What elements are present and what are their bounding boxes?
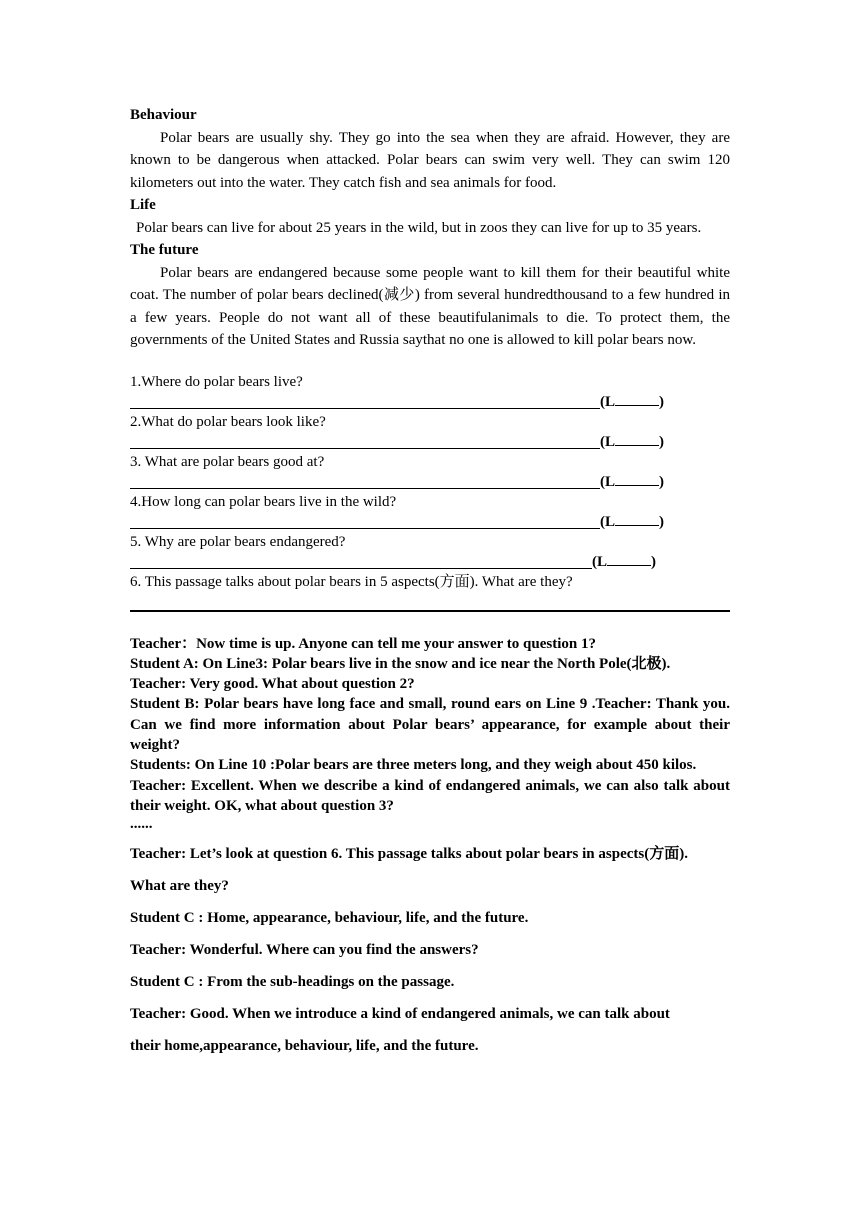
- line-ref-blank-1[interactable]: [615, 391, 659, 406]
- answer-row-4: [130, 512, 730, 532]
- question-6: 6. This passage talks about polar bears in 5 aspects(方面). What are they?: [130, 573, 573, 590]
- question-4: 4.How long can polar bears live in the wild?: [130, 493, 397, 510]
- classroom-dialogue: [130, 634, 730, 1063]
- dialogue-line: Students: On Line 10 :Polar bears are three meters long, and they weigh about 450 kilos.: [130, 757, 697, 774]
- line-ref-blank-4[interactable]: [615, 511, 659, 526]
- line-ref-3: (L ): [600, 471, 664, 492]
- document-page: [130, 104, 730, 1062]
- answer-row-5: [130, 552, 730, 572]
- answer-blank-1[interactable]: [130, 408, 600, 409]
- dialogue-line: their home,appearance, behaviour, life, and the future.: [130, 1038, 479, 1055]
- question-1: 1.Where do polar bears live?: [130, 373, 303, 390]
- line-ref-1: (L ): [600, 391, 664, 412]
- question-3: 3. What are polar bears good at?: [130, 453, 325, 470]
- dialogue-line: Student C : Home, appearance, behaviour, life, and the future.: [130, 910, 529, 927]
- answer-row-3: [130, 472, 730, 492]
- question-2: 2.What do polar bears look like?: [130, 413, 326, 430]
- line-ref-4: (L ): [600, 511, 664, 532]
- dialogue-line: Student C : From the sub-headings on the passage.: [130, 974, 455, 991]
- section-heading-future: The future: [130, 242, 199, 258]
- line-ref-blank-2[interactable]: [615, 431, 659, 446]
- line-ref-blank-3[interactable]: [615, 471, 659, 486]
- answer-row-2: [130, 432, 730, 452]
- section-text-future: Polar bears are endangered because some people want to kill them for their beautiful white coat. The number of polar bears declined(减少) from several hundredthousand to a few hundred in a few years. People do not want all of these beautifulanimals to die. To protect them, the governments of the United States and Russia saythat no one is allowed to kill polar bears now.: [130, 264, 730, 348]
- dialogue-line: Teacher: Good. When we introduce a kind of endangered animals, we can talk about: [130, 1006, 670, 1023]
- dialogue-line: What are they?: [130, 878, 229, 895]
- section-text-life: Polar bears can live for about 25 years in the wild, but in zoos they can live for up to 35 years.: [136, 219, 702, 236]
- dialogue-line: Teacher: Excellent. When we describe a kind of endangered animals, we can also talk about their weight. OK, what about question 3?: [130, 777, 730, 814]
- dialogue-line: Teacher: Very good. What about question 2?: [130, 676, 415, 693]
- answer-blank-4[interactable]: [130, 528, 600, 529]
- section-heading-life: Life: [130, 197, 156, 213]
- answer-blank-5[interactable]: [130, 568, 592, 569]
- section-heading-behaviour: Behaviour: [130, 107, 197, 123]
- line-ref-2: (L ): [600, 431, 664, 452]
- dialogue-ellipsis: ......: [130, 816, 153, 833]
- dialogue-line: Teacher: Wonderful. Where can you find the answers?: [130, 942, 479, 959]
- dialogue-line: Student B: Polar bears have long face and small, round ears on Line 9 .Teacher: Thank you. Can we find more information about Polar bears’ appearance, for example about their weight?: [130, 696, 730, 753]
- question-5: 5. Why are polar bears endangered?: [130, 533, 346, 550]
- answer-blank-6[interactable]: [130, 610, 730, 612]
- answer-blank-3[interactable]: [130, 488, 600, 489]
- line-ref-blank-5[interactable]: [607, 551, 651, 566]
- answer-blank-2[interactable]: [130, 448, 600, 449]
- line-ref-5: (L ): [592, 551, 656, 572]
- dialogue-line: Student A: On Line3: Polar bears live in the snow and ice near the North Pole(北极).: [130, 655, 671, 672]
- question-list: [130, 372, 730, 612]
- dialogue-line: Teacher: Let’s look at question 6. This passage talks about polar bears in aspects(方面).: [130, 846, 688, 863]
- dialogue-line: Teacher：Now time is up. Anyone can tell me your answer to question 1?: [130, 635, 596, 652]
- answer-row-1: [130, 392, 730, 412]
- section-text-behaviour: Polar bears are usually shy. They go into the sea when they are afraid. However, they are known to be dangerous when attacked. Polar bears can swim very well. They can swim 120 kilometers out into the water. They catch fish and sea animals for food.: [130, 129, 730, 191]
